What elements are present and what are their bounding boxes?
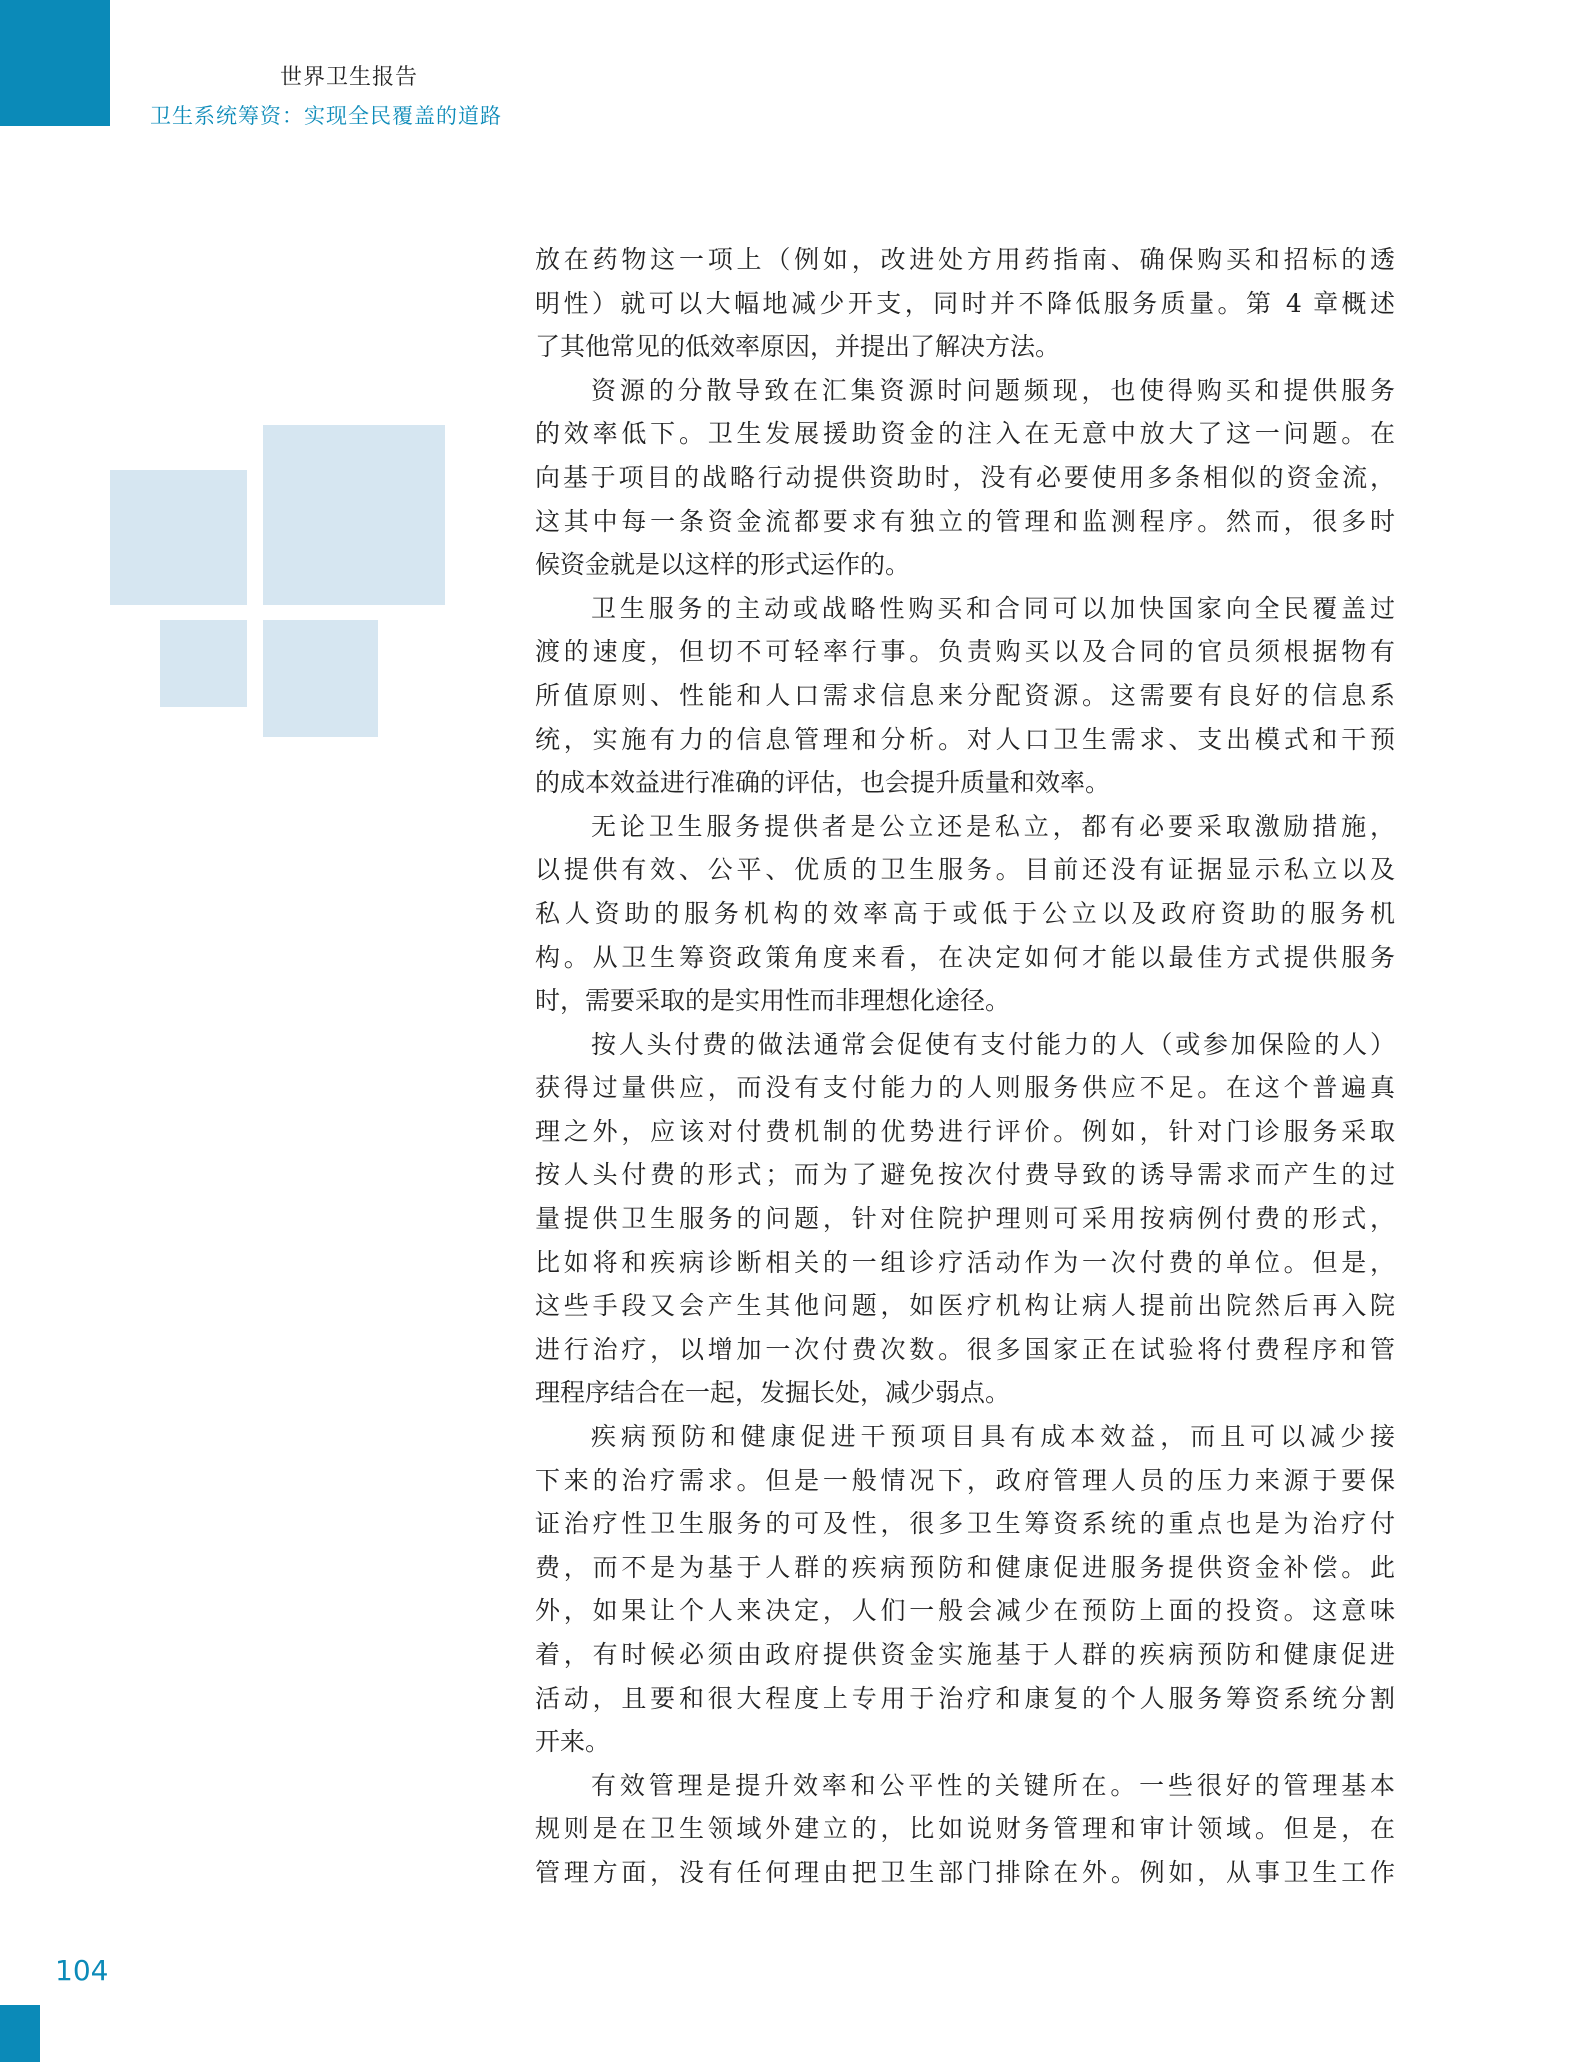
text-line: 获得过量供应，而没有支付能力的人则服务供应不足。在这个普遍真 — [535, 1073, 1395, 1103]
text-line: 了其他常见的低效率原因，并提出了解决方法。 — [535, 332, 1061, 362]
text-line: 费，而不是为基于人群的疾病预防和健康促进服务提供资金补偿。此 — [535, 1552, 1395, 1582]
decorative-square — [160, 620, 247, 707]
text-line: 候资金就是以这样的形式运作的。 — [535, 550, 911, 580]
text-line: 下来的治疗需求。但是一般情况下，政府管理人员的压力来源于要保 — [535, 1465, 1395, 1495]
text-line: 管理方面，没有任何理由把卫生部门排除在外。例如，从事卫生工作 — [535, 1857, 1395, 1887]
text-line: 时，需要采取的是实用性而非理想化途径。 — [535, 986, 1011, 1016]
text-line: 这其中每一条资金流都要求有独立的管理和监测程序。然而，很多时 — [535, 506, 1395, 536]
text-line: 私人资助的服务机构的效率高于或低于公立以及政府资助的服务机 — [535, 898, 1395, 928]
text-line: 外，如果让个人来决定，人们一般会减少在预防上面的投资。这意味 — [535, 1596, 1395, 1626]
text-line: 疾病预防和健康促进干预项目具有成本效益，而且可以减少接 — [591, 1422, 1395, 1452]
decorative-square — [263, 620, 378, 737]
report-title: 世界卫生报告 — [280, 65, 419, 90]
decorative-square — [263, 425, 445, 605]
page-number: 104 — [55, 1954, 109, 1987]
text-line: 比如将和疾病诊断相关的一组诊疗活动作为一次付费的单位。但是， — [535, 1247, 1395, 1277]
text-line: 统，实施有力的信息管理和分析。对人口卫生需求、支出模式和干预 — [535, 724, 1395, 754]
text-line: 资源的分散导致在汇集资源时问题频现，也使得购买和提供服务 — [591, 375, 1395, 405]
text-line: 所值原则、性能和人口需求信息来分配资源。这需要有良好的信息系 — [535, 680, 1395, 710]
paragraph — [535, 369, 1395, 587]
text-line: 渡的速度，但切不可轻率行事。负责购买以及合同的官员须根据物有 — [535, 637, 1395, 667]
text-line: 以提供有效、公平、优质的卫生服务。目前还没有证据显示私立以及 — [535, 855, 1395, 885]
text-line: 规则是在卫生领域外建立的，比如说财务管理和审计领域。但是，在 — [535, 1814, 1395, 1844]
paragraph — [535, 1023, 1395, 1415]
decorative-square — [110, 470, 247, 605]
paragraph — [535, 805, 1395, 1023]
text-line: 活动，且要和很大程度上专用于治疗和康复的个人服务筹资系统分割 — [535, 1683, 1395, 1713]
text-line: 进行治疗，以增加一次付费次数。很多国家正在试验将付费程序和管 — [535, 1334, 1395, 1364]
text-line: 向基于项目的战略行动提供资助时，没有必要使用多条相似的资金流， — [535, 462, 1395, 492]
text-line: 有效管理是提升效率和公平性的关键所在。一些很好的管理基本 — [591, 1770, 1395, 1800]
paragraph — [535, 1415, 1395, 1764]
text-line: 的成本效益进行准确的评估，也会提升质量和效率。 — [535, 768, 1111, 798]
text-line: 明性）就可以大幅地减少开支，同时并不降低服务质量。第 4 章概述 — [535, 288, 1395, 318]
text-line: 的效率低下。卫生发展援助资金的注入在无意中放大了这一问题。在 — [535, 419, 1395, 449]
text-line: 理之外，应该对付费机制的优势进行评价。例如，针对门诊服务采取 — [535, 1116, 1395, 1146]
text-line: 理程序结合在一起，发掘长处，减少弱点。 — [535, 1378, 1011, 1408]
bottom-color-strip — [0, 2005, 40, 2062]
text-line: 构。从卫生筹资政策角度来看，在决定如何才能以最佳方式提供服务 — [535, 942, 1395, 972]
report-subtitle: 卫生系统筹资：实现全民覆盖的道路 — [150, 104, 502, 128]
text-line: 这些手段又会产生其他问题，如医疗机构让病人提前出院然后再入院 — [535, 1291, 1395, 1321]
text-line: 开来。 — [535, 1727, 611, 1757]
paragraph — [535, 238, 1395, 369]
paragraph — [535, 1764, 1395, 1895]
text-line: 卫生服务的主动或战略性购买和合同可以加快国家向全民覆盖过 — [591, 593, 1395, 623]
running-header — [0, 0, 700, 140]
text-line: 按人头付费的形式；而为了避免按次付费导致的诱导需求而产生的过 — [535, 1160, 1395, 1190]
paragraph — [535, 587, 1395, 805]
text-line: 无论卫生服务提供者是公立还是私立，都有必要采取激励措施， — [591, 811, 1395, 841]
text-line: 量提供卫生服务的问题，针对住院护理则可采用按病例付费的形式， — [535, 1204, 1395, 1234]
text-line: 按人头付费的做法通常会促使有支付能力的人（或参加保险的人） — [591, 1029, 1395, 1059]
text-line: 着，有时候必须由政府提供资金实施基于人群的疾病预防和健康促进 — [535, 1640, 1395, 1669]
text-line: 证治疗性卫生服务的可及性，很多卫生筹资系统的重点也是为治疗付 — [535, 1509, 1395, 1539]
text-line: 放在药物这一项上（例如，改进处方用药指南、确保购买和招标的透 — [535, 245, 1395, 274]
body-text — [535, 238, 1395, 1895]
